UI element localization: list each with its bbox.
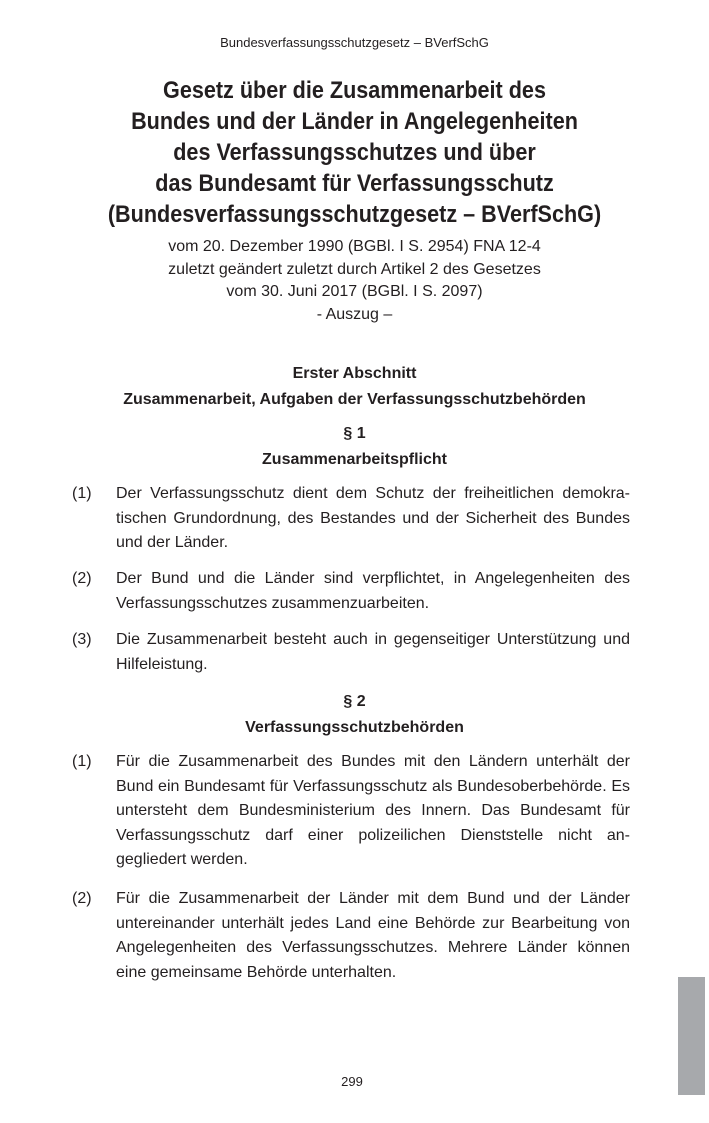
clause-number: (3): [72, 631, 92, 648]
clause-number: (1): [72, 485, 92, 502]
excerpt-note: - Auszug –: [316, 305, 393, 323]
clause-text: Für die Zusammenarbeit der Länder mit dem Bund und der Länder untereinander unterhält jedes Land eine Behörde zur Bearbeitung von Angelegenheiten des Verfassungsschutzes. Mehrere Länder können eine gemeinsame Behörde unterhalten.: [116, 890, 630, 981]
clause: [72, 567, 630, 616]
paragraph-1-heading: [0, 421, 709, 473]
clause: [72, 482, 630, 556]
section-title: Zusammenarbeit, Aufgaben der Verfassungsschutzbehörden: [123, 391, 586, 408]
clause-text: Der Bund und die Länder sind verpflichtet, in Angelegenheiten des Verfassungsschutzes zusammenzuarbeiten.: [116, 570, 630, 612]
law-title-line: Bundes und der Länder in Angelegenheiten: [131, 108, 578, 135]
law-title-line: (Bundesverfassungsschutzgesetz – BVerfSchG): [107, 201, 602, 228]
section-label: Erster Abschnitt: [292, 365, 417, 382]
amendment-date: vom 30. Juni 2017 (BGBl. I S. 2097): [226, 283, 483, 300]
chapter-thumb-tab: [678, 977, 705, 1095]
clause-text: Für die Zusammenarbeit des Bundes mit den Ländern unterhält der Bund ein Bundesamt für Verfassungsschutz als Bundesoberbehörde. Es untersteht dem Bundesministerium des Innern. Das Bundesamt für Verfassungsschutz darf einer polizeilichen Dienststelle nicht angegliedert werden.: [116, 753, 630, 868]
amendment-note: zuletzt geändert zuletzt durch Artikel 2 des Gesetzes: [168, 260, 541, 278]
law-title-line: des Verfassungsschutzes und über: [173, 139, 536, 166]
paragraph-number: § 2: [343, 693, 366, 710]
clause: [72, 750, 630, 873]
clause-number: (1): [72, 753, 92, 770]
law-metadata: [0, 236, 709, 326]
page-number: 299: [341, 1074, 363, 1089]
paragraph-title: Verfassungsschutzbehörden: [245, 719, 464, 736]
clause-text: Der Verfassungsschutz dient dem Schutz der freiheitlichen demokratischen Grundordnung, des Bestandes und der Sicherheit des Bundes und der Länder.: [116, 485, 630, 551]
clause: [72, 628, 630, 677]
enactment-date: vom 20. Dezember 1990 (BGBl. I S. 2954) FNA 12-4: [168, 238, 541, 255]
clause-number: (2): [72, 570, 92, 587]
paragraph-2-heading: [0, 689, 709, 741]
running-header: Bundesverfassungsschutzgesetz – BVerfSchG: [220, 35, 489, 50]
clause-text: Die Zusammenarbeit besteht auch in gegenseitiger Unterstützung und Hilfeleistung.: [116, 631, 630, 673]
paragraph-title: Zusammenarbeitspflicht: [262, 451, 447, 468]
law-title: [80, 75, 628, 230]
law-title-line: Gesetz über die Zusammenarbeit des: [163, 77, 546, 104]
clause-number: (2): [72, 890, 92, 907]
section-heading: [0, 361, 709, 413]
paragraph-number: § 1: [343, 425, 366, 442]
clause: [72, 887, 630, 985]
law-title-line: das Bundesamt für Verfassungsschutz: [155, 170, 554, 197]
